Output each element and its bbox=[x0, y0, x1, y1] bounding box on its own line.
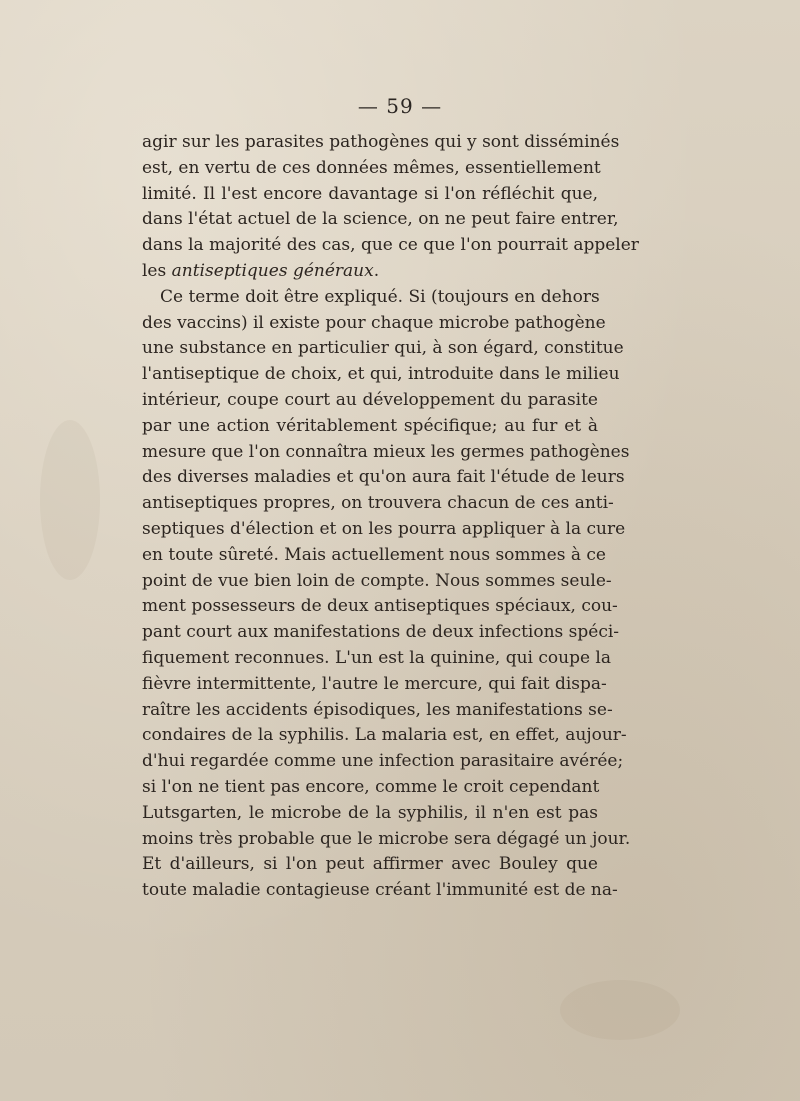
text-line: fièvre intermittente, l'autre le mercure, qui fait dispa- bbox=[142, 673, 607, 694]
italic-term: antiseptiques généraux bbox=[171, 260, 374, 281]
text-line: est, en vertu de ces données mêmes, essentiellement bbox=[142, 157, 601, 178]
text-line: par une action véritablement spécifique; au fur et à bbox=[142, 415, 598, 436]
text-line: Ce terme doit être expliqué. Si (toujours en dehors bbox=[160, 286, 600, 307]
text-line: si l'on ne tient pas encore, comme le croit cependant bbox=[142, 776, 600, 797]
text-line: des vaccins) il existe pour chaque microbe pathogène bbox=[142, 312, 606, 333]
text-line: agir sur les parasites pathogènes qui y sont disséminés bbox=[142, 132, 620, 152]
text-line bbox=[142, 259, 598, 285]
text-line: raître les accidents épisodiques, les manifestations se- bbox=[142, 699, 613, 720]
paper-stain bbox=[40, 420, 100, 580]
text-line: septiques d'élection et on les pourra appliquer à la cure bbox=[142, 518, 626, 539]
text-line: des diverses maladies et qu'on aura fait l'étude de leurs bbox=[142, 467, 625, 488]
text-line: l'antiseptique de choix, et qui, introduite dans le milieu bbox=[142, 364, 620, 385]
text-line: moins très probable que le microbe sera dégagé un jour. bbox=[142, 828, 631, 849]
text-line: intérieur, coupe court au développement du parasite bbox=[142, 389, 598, 410]
text-line: d'hui regardée comme une infection parasitaire avérée; bbox=[142, 751, 624, 772]
text-line: en toute sûreté. Mais actuellement nous sommes à ce bbox=[142, 544, 606, 565]
text-fragment: . bbox=[373, 260, 380, 281]
body-text bbox=[142, 130, 639, 904]
text-line: limité. Il l'est encore davantage si l'on réfléchit que, bbox=[142, 183, 598, 204]
text-line: fiquement reconnues. L'un est la quinine, qui coupe la bbox=[142, 647, 612, 668]
text-line: pant court aux manifestations de deux infections spéci- bbox=[142, 622, 620, 643]
text-line: condaires de la syphilis. La malaria est, en effet, aujour- bbox=[142, 725, 627, 746]
text-line: ment possesseurs de deux antiseptiques spéciaux, cou- bbox=[142, 596, 618, 617]
text-line: antiseptiques propres, on trouvera chacun de ces anti- bbox=[142, 493, 614, 514]
page-number: — 59 — bbox=[357, 94, 443, 118]
text-line: dans la majorité des cas, que ce que l'on pourrait appeler bbox=[142, 235, 639, 256]
text-line: dans l'état actuel de la science, on ne peut faire entrer, bbox=[142, 209, 619, 230]
text-line: point de vue bien loin de compte. Nous sommes seule- bbox=[142, 570, 612, 591]
paper-stain bbox=[560, 980, 680, 1040]
text-line: mesure que l'on connaîtra mieux les germes pathogènes bbox=[142, 441, 630, 462]
text-line: Lutsgarten, le microbe de la syphilis, il n'en est pas bbox=[142, 802, 598, 823]
text-line: Et d'ailleurs, si l'on peut affirmer avec Bouley que bbox=[142, 854, 598, 875]
text-line: une substance en particulier qui, à son égard, constitue bbox=[142, 338, 624, 359]
text-fragment: les bbox=[142, 260, 172, 281]
text-line: toute maladie contagieuse créant l'immunité est de na- bbox=[142, 880, 618, 901]
